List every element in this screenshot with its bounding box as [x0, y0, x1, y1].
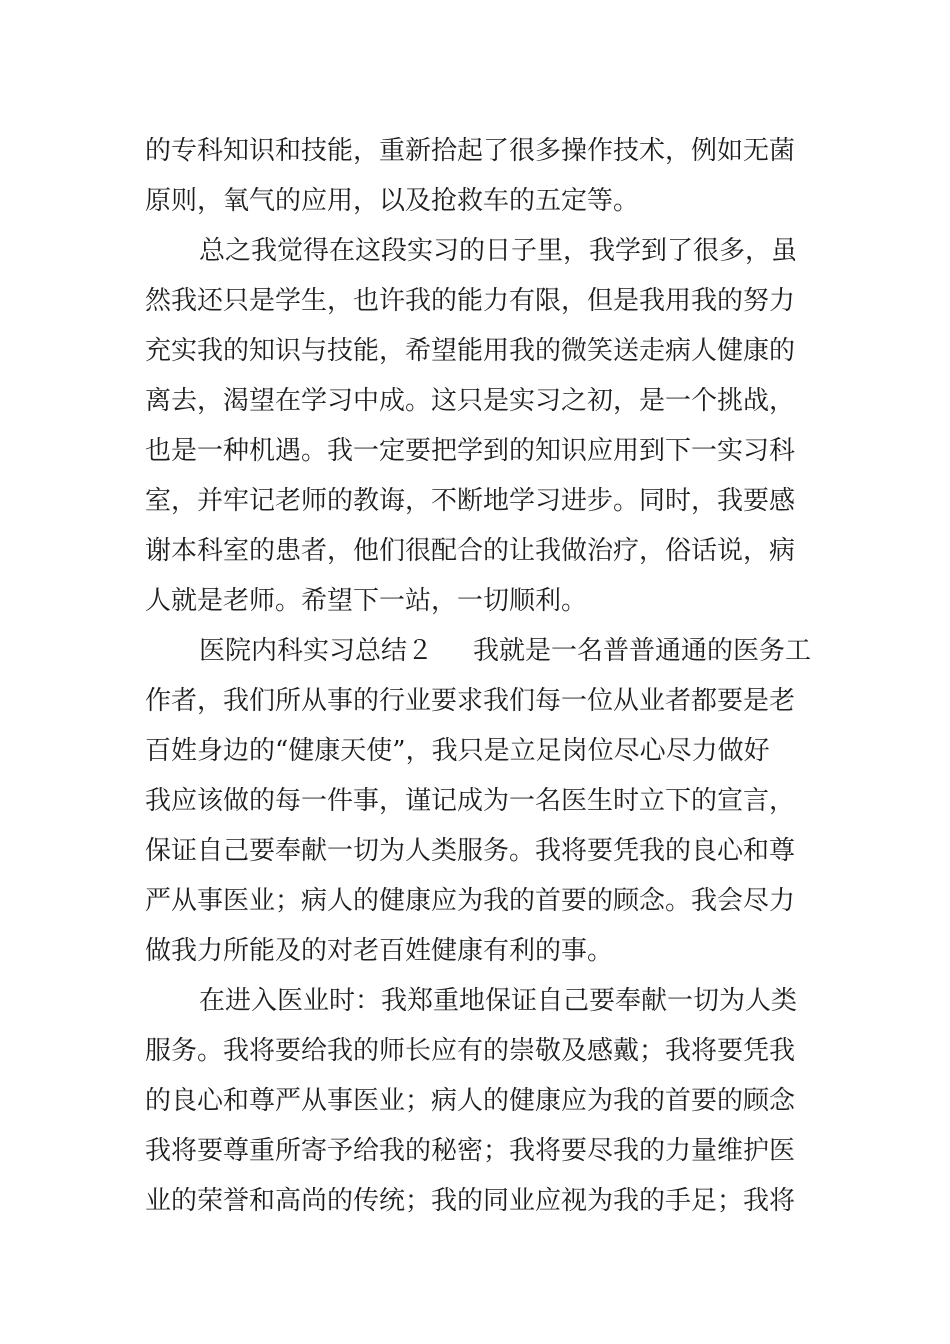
text-line: 的专科知识和技能，重新拾起了很多操作技术，例如无菌 — [145, 136, 796, 166]
text-line: 我应该做的每一件事，谨记成为一名医生时立下的宣言， — [145, 786, 796, 816]
text-line: 业的荣誉和高尚的传统；我的同业应视为我的手足；我将 — [145, 1186, 796, 1216]
text-line: 严从事医业；病人的健康应为我的首要的顾念。我会尽力 — [145, 886, 796, 916]
section-heading: 医院内科实习总结２ — [199, 636, 434, 666]
text-line: 人就是老师。希望下一站，一切顺利。 — [145, 586, 588, 616]
text-line: 我就是一名普普通通的医务工 — [473, 636, 812, 666]
text-line: 室，并牢记老师的教诲，不断地学习进步。同时，我要感 — [145, 486, 796, 516]
text-line: 做我力所能及的对老百姓健康有利的事。 — [145, 936, 614, 966]
text-line: 百姓身边的“健康天使”，我只是立足岗位尽心尽力做好 — [145, 736, 770, 766]
text-line: 我将要尊重所寄予给我的秘密；我将要尽我的力量维护医 — [145, 1136, 796, 1166]
text-line: 总之我觉得在这段实习的日子里，我学到了很多，虽 — [199, 236, 798, 266]
text-line: 作者，我们所从事的行业要求我们每一位从业者都要是老 — [145, 686, 796, 716]
section-heading-line — [199, 626, 825, 676]
text-line: 离去，渴望在学习中成。这只是实习之初，是一个挑战， — [145, 386, 796, 416]
text-line: 保证自己要奉献一切为人类服务。我将要凭我的良心和尊 — [145, 836, 796, 866]
text-line: 在进入医业时：我郑重地保证自己要奉献一切为人类 — [199, 986, 798, 1016]
text-line: 原则，氧气的应用，以及抢救车的五定等。 — [145, 186, 640, 216]
text-line: 的良心和尊严从事医业；病人的健康应为我的首要的顾念 — [145, 1086, 796, 1116]
text-line: 也是一种机遇。我一定要把学到的知识应用到下一实习科 — [145, 436, 796, 466]
text-line: 谢本科室的患者，他们很配合的让我做治疗，俗话说，病 — [145, 536, 796, 566]
text-line: 充实我的知识与技能，希望能用我的微笑送走病人健康的 — [145, 336, 796, 366]
text-line: 服务。我将要给我的师长应有的崇敬及感戴；我将要凭我 — [145, 1036, 796, 1066]
text-line: 然我还只是学生，也许我的能力有限，但是我用我的努力 — [145, 286, 796, 316]
